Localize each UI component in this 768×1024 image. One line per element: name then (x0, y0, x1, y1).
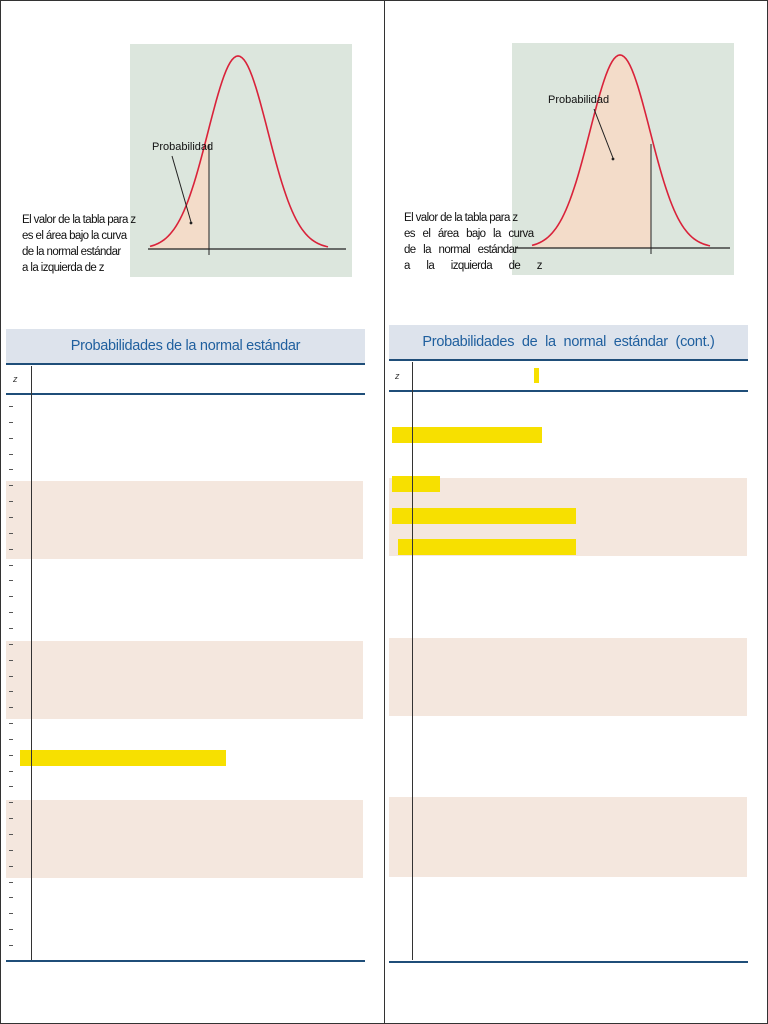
row-marker (9, 469, 13, 470)
z-column-rule (412, 362, 413, 960)
highlight-bar (392, 476, 440, 492)
row-marker (9, 676, 13, 677)
row-marker (9, 802, 13, 803)
table-bottom-rule (6, 960, 365, 962)
highlight-bar (392, 508, 576, 524)
table-title-text: Probabilidades de la normal estándar (cont.) (422, 334, 715, 350)
highlight-bar (392, 427, 542, 443)
header-rule (389, 390, 748, 392)
row-marker (9, 866, 13, 867)
row-marker (9, 612, 13, 613)
probability-label: Probabilidad (548, 94, 610, 106)
left-caption (22, 212, 136, 276)
highlight-bar (20, 750, 226, 766)
left-normal-curve-figure (130, 44, 352, 277)
right-caption (404, 210, 542, 274)
column-divider (384, 0, 385, 1024)
row-marker (9, 596, 13, 597)
row-marker (9, 929, 13, 930)
caption-line: a la izquierda de z (404, 260, 542, 272)
table-band (6, 800, 363, 878)
z-column-rule (31, 366, 32, 962)
row-marker (9, 485, 13, 486)
row-marker (9, 771, 13, 772)
table-band (6, 641, 363, 719)
row-marker (9, 454, 13, 455)
row-marker (9, 913, 13, 914)
right-normal-curve-figure (512, 43, 734, 275)
row-marker (9, 739, 13, 740)
row-marker (9, 691, 13, 692)
table-title-text: Probabilidades de la normal estándar (70, 338, 301, 354)
row-marker (9, 406, 13, 407)
left-table-title (6, 329, 365, 365)
row-marker (9, 818, 13, 819)
row-marker (9, 834, 13, 835)
pointer-dot (612, 158, 615, 161)
row-marker (9, 723, 13, 724)
row-marker (9, 897, 13, 898)
caption-line: El valor de la tabla para z (404, 212, 518, 224)
row-marker (9, 533, 13, 534)
caption-line: El valor de la tabla para z (22, 214, 136, 226)
caption-line: de la normal estándar (404, 244, 518, 256)
row-marker (9, 501, 13, 502)
probability-label: Probabilidad (152, 141, 214, 153)
caption-line: es el área bajo la curva (22, 230, 127, 242)
row-marker (9, 786, 13, 787)
row-marker (9, 628, 13, 629)
row-marker (9, 660, 13, 661)
row-marker (9, 549, 13, 550)
highlight-bar (398, 539, 576, 555)
row-marker (9, 755, 13, 756)
z-column-header: z (395, 371, 400, 381)
table-band (6, 481, 363, 559)
header-rule (6, 393, 365, 395)
highlight-bar (534, 368, 539, 383)
caption-line: es el área bajo la curva (404, 228, 534, 240)
row-marker (9, 945, 13, 946)
table-band (389, 638, 747, 716)
row-marker (9, 882, 13, 883)
row-marker (9, 580, 13, 581)
caption-line: de la normal estándar (22, 246, 121, 258)
row-marker (9, 644, 13, 645)
caption-line: a la izquierda de z (22, 262, 104, 274)
table-bottom-rule (389, 961, 748, 963)
right-table-title (389, 325, 748, 361)
table-band (389, 797, 747, 877)
row-marker (9, 438, 13, 439)
row-marker (9, 850, 13, 851)
row-marker (9, 565, 13, 566)
z-column-header: z (13, 374, 18, 384)
row-marker (9, 422, 13, 423)
row-marker (9, 707, 13, 708)
pointer-dot (190, 222, 193, 225)
row-marker (9, 517, 13, 518)
